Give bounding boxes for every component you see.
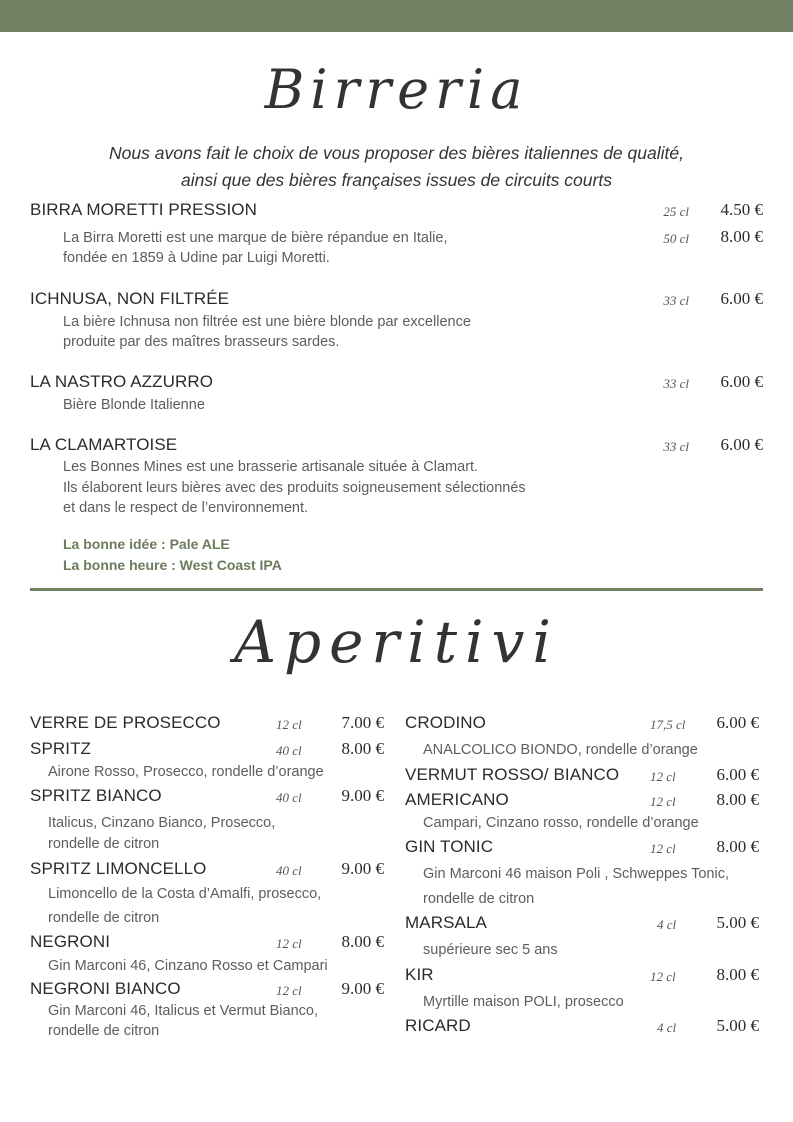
item-volume: 40 cl xyxy=(276,863,302,878)
item-price: 6.00 € xyxy=(720,372,763,391)
item-name: CRODINO xyxy=(405,713,486,732)
item-description: Ils élaborent leurs bières avec des produits soigneusement sélectionnés xyxy=(63,480,526,496)
item-price: 5.00 € xyxy=(716,1016,759,1035)
item-price: 5.00 € xyxy=(716,913,759,932)
item-description: Gin Marconi 46 maison Poli , Schweppes Tonic, xyxy=(423,866,729,882)
item-volume: 12 cl xyxy=(650,841,676,856)
top-accent-bar xyxy=(0,0,793,32)
item-name: SPRITZ LIMONCELLO xyxy=(30,859,207,878)
item-description: La bière Ichnusa non filtrée est une bière blonde par excellence xyxy=(63,314,471,330)
item-description: Bière Blonde Italienne xyxy=(63,397,205,413)
item-price: 8.00 € xyxy=(341,932,384,951)
item-price: 7.00 € xyxy=(341,713,384,732)
birreria-intro-line-1: Nous avons fait le choix de vous proposer des bières italiennes de qualité, xyxy=(109,143,684,163)
item-price: 8.00 € xyxy=(341,739,384,758)
item-description: rondelle de citron xyxy=(48,836,160,852)
item-volume: 12 cl xyxy=(276,717,302,732)
item-volume: 4 cl xyxy=(657,1020,677,1035)
item-volume: 12 cl xyxy=(276,936,302,951)
item-volume: 12 cl xyxy=(650,794,676,809)
item-name: VERMUT ROSSO/ BIANCO xyxy=(405,765,620,784)
birreria-intro-line-2: ainsi que des bières françaises issues de circuits courts xyxy=(181,170,612,190)
item-volume: 33 cl xyxy=(663,439,689,454)
item-description: Gin Marconi 46, Cinzano Rosso et Campari xyxy=(48,958,328,974)
item-description: rondelle de citron xyxy=(423,891,535,907)
item-name: LA CLAMARTOISE xyxy=(30,435,178,454)
item-description: La Birra Moretti est une marque de bière répandue en Italie, xyxy=(63,230,448,246)
item-volume: 25 cl xyxy=(663,204,689,219)
item-description: Limoncello de la Costa d’Amalfi, prosecco, xyxy=(48,886,322,902)
beer-recommendation: La bonne idée : Pale ALE xyxy=(63,536,230,552)
item-name: SPRITZ xyxy=(30,739,92,758)
item-description: Les Bonnes Mines est une brasserie artisanale située à Clamart. xyxy=(63,459,479,475)
item-name: ICHNUSA, NON FILTRÉE xyxy=(30,289,230,308)
item-price: 6.00 € xyxy=(716,713,759,732)
item-price: 9.00 € xyxy=(341,859,384,878)
item-description: Airone Rosso, Prosecco, rondelle d’orange xyxy=(48,764,324,780)
item-volume: 12 cl xyxy=(650,769,676,784)
item-price: 6.00 € xyxy=(716,765,759,784)
item-volume: 40 cl xyxy=(276,790,302,805)
item-volume: 33 cl xyxy=(663,376,689,391)
item-name: KIR xyxy=(405,965,434,984)
item-name: SPRITZ BIANCO xyxy=(30,786,162,805)
item-volume: 50 cl xyxy=(663,231,689,246)
beer-recommendation: La bonne heure : West Coast IPA xyxy=(63,557,282,573)
item-name: NEGRONI xyxy=(30,932,111,951)
item-volume: 33 cl xyxy=(663,293,689,308)
item-name: VERRE DE PROSECCO xyxy=(30,713,221,732)
section-title-aperitivi: Aperitivi xyxy=(234,608,559,676)
item-price: 8.00 € xyxy=(716,965,759,984)
item-price: 6.00 € xyxy=(720,289,763,308)
item-name: RICARD xyxy=(405,1016,471,1035)
item-name: LA NASTRO AZZURRO xyxy=(30,372,214,391)
item-description: rondelle de citron xyxy=(48,1023,160,1039)
item-volume: 12 cl xyxy=(276,983,302,998)
item-description: rondelle de citron xyxy=(48,910,160,926)
item-description: Myrtille maison POLI, prosecco xyxy=(423,994,624,1010)
item-name: NEGRONI BIANCO xyxy=(30,979,181,998)
item-name: BIRRA MORETTI PRESSION xyxy=(30,200,258,219)
section-divider xyxy=(30,588,763,591)
item-price: 8.00 € xyxy=(720,227,763,246)
item-description: produite par des maîtres brasseurs sardes. xyxy=(63,334,340,350)
item-name: GIN TONIC xyxy=(405,837,494,856)
item-price: 8.00 € xyxy=(716,837,759,856)
item-name: MARSALA xyxy=(405,913,487,932)
item-description: supérieure sec 5 ans xyxy=(423,942,558,958)
item-volume: 40 cl xyxy=(276,743,302,758)
item-description: ANALCOLICO BIONDO, rondelle d’orange xyxy=(423,742,698,758)
item-price: 9.00 € xyxy=(341,786,384,805)
item-volume: 12 cl xyxy=(650,969,676,984)
item-price: 9.00 € xyxy=(341,979,384,998)
item-volume: 17,5 cl xyxy=(650,717,686,732)
item-description: Gin Marconi 46, Italicus et Vermut Bianco, xyxy=(48,1003,318,1019)
item-volume: 4 cl xyxy=(657,917,677,932)
item-price: 8.00 € xyxy=(716,790,759,809)
item-price: 6.00 € xyxy=(720,435,763,454)
item-price: 4.50 € xyxy=(720,200,763,219)
item-description: fondée en 1859 à Udine par Luigi Moretti. xyxy=(63,250,330,266)
section-title-birreria: Birreria xyxy=(264,58,529,121)
item-description: Campari, Cinzano rosso, rondelle d’orange xyxy=(423,815,699,831)
item-name: AMERICANO xyxy=(405,790,509,809)
item-description: Italicus, Cinzano Bianco, Prosecco, xyxy=(48,815,276,831)
item-description: et dans le respect de l’environnement. xyxy=(63,500,309,516)
